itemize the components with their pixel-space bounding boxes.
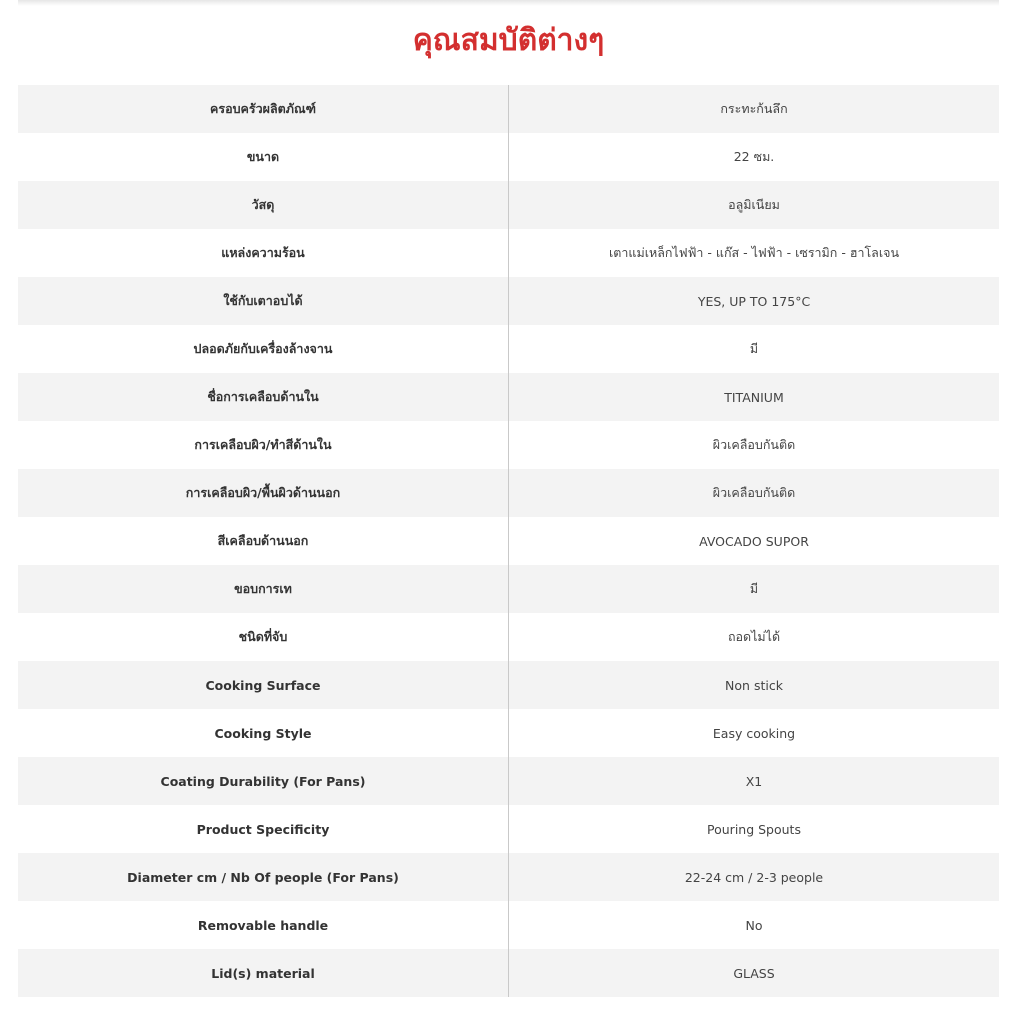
spec-value: GLASS (733, 965, 775, 981)
spec-label: การเคลือบผิว/ทำสีด้านใน (18, 421, 509, 469)
spec-label: ชนิดที่จับ (18, 613, 509, 661)
spec-value: No (745, 917, 763, 933)
spec-label: Cooking Surface (18, 661, 509, 709)
spec-label: การเคลือบผิว/พื้นผิวด้านนอก (18, 469, 509, 517)
spec-value: TITANIUM (724, 389, 784, 405)
spec-row (18, 373, 999, 421)
spec-label: Cooking Style (18, 709, 509, 757)
spec-row (18, 565, 999, 613)
spec-value: 22-24 cm / 2-3 people (684, 869, 824, 885)
spec-row (18, 421, 999, 469)
spec-value: Pouring Spouts (707, 821, 801, 837)
spec-value: มี (749, 581, 759, 596)
spec-value: กระทะก้นลึก (720, 101, 788, 116)
spec-label: Coating Durability (For Pans) (18, 757, 509, 805)
spec-value: X1 (745, 773, 763, 789)
spec-row (18, 757, 999, 805)
spec-row (18, 901, 999, 949)
spec-row (18, 85, 999, 133)
spec-label: ครอบครัวผลิตภัณฑ์ (18, 85, 509, 133)
spec-row (18, 229, 999, 277)
spec-label: ชื่อการเคลือบด้านใน (18, 373, 509, 421)
spec-label: ใช้กับเตาอบได้ (18, 277, 509, 325)
spec-label: ขอบการเท (18, 565, 509, 613)
spec-row (18, 661, 999, 709)
spec-row (18, 325, 999, 373)
spec-value: ถอดไม่ได้ (727, 629, 781, 644)
spec-value: AVOCADO SUPOR (699, 533, 809, 549)
spec-value: อลูมิเนียม (728, 197, 780, 212)
spec-label: ปลอดภัยกับเครื่องล้างจาน (18, 325, 509, 373)
spec-value: มี (749, 341, 759, 356)
specifications-table (18, 85, 999, 997)
spec-label: Lid(s) material (18, 949, 509, 997)
spec-value: 22 ซม. (733, 149, 775, 164)
spec-label: Diameter cm / Nb Of people (For Pans) (18, 853, 509, 901)
spec-row (18, 949, 999, 997)
spec-row (18, 613, 999, 661)
spec-value: ผิวเคลือบกันติด (712, 485, 796, 500)
spec-value: เตาแม่เหล็กไฟฟ้า - แก๊ส - ไฟฟ้า - เซรามิก - ฮาโลเจน (608, 245, 899, 260)
spec-label: แหล่งความร้อน (18, 229, 509, 277)
spec-label: วัสดุ (18, 181, 509, 229)
spec-row (18, 181, 999, 229)
spec-row (18, 709, 999, 757)
spec-label: Product Specificity (18, 805, 509, 853)
page-title: คุณสมบัติต่างๆ (412, 23, 605, 58)
spec-row (18, 469, 999, 517)
spec-row (18, 277, 999, 325)
spec-row (18, 805, 999, 853)
spec-row (18, 517, 999, 565)
spec-label: Removable handle (18, 901, 509, 949)
spec-row (18, 133, 999, 181)
spec-value: YES, UP TO 175°C (697, 293, 811, 309)
spec-value: ผิวเคลือบกันติด (712, 437, 796, 452)
spec-row (18, 853, 999, 901)
spec-label: ขนาด (18, 133, 509, 181)
spec-value: Non stick (725, 677, 783, 693)
spec-value: Easy cooking (712, 725, 796, 741)
spec-label: สีเคลือบด้านนอก (18, 517, 509, 565)
top-divider-shadow (18, 0, 999, 6)
